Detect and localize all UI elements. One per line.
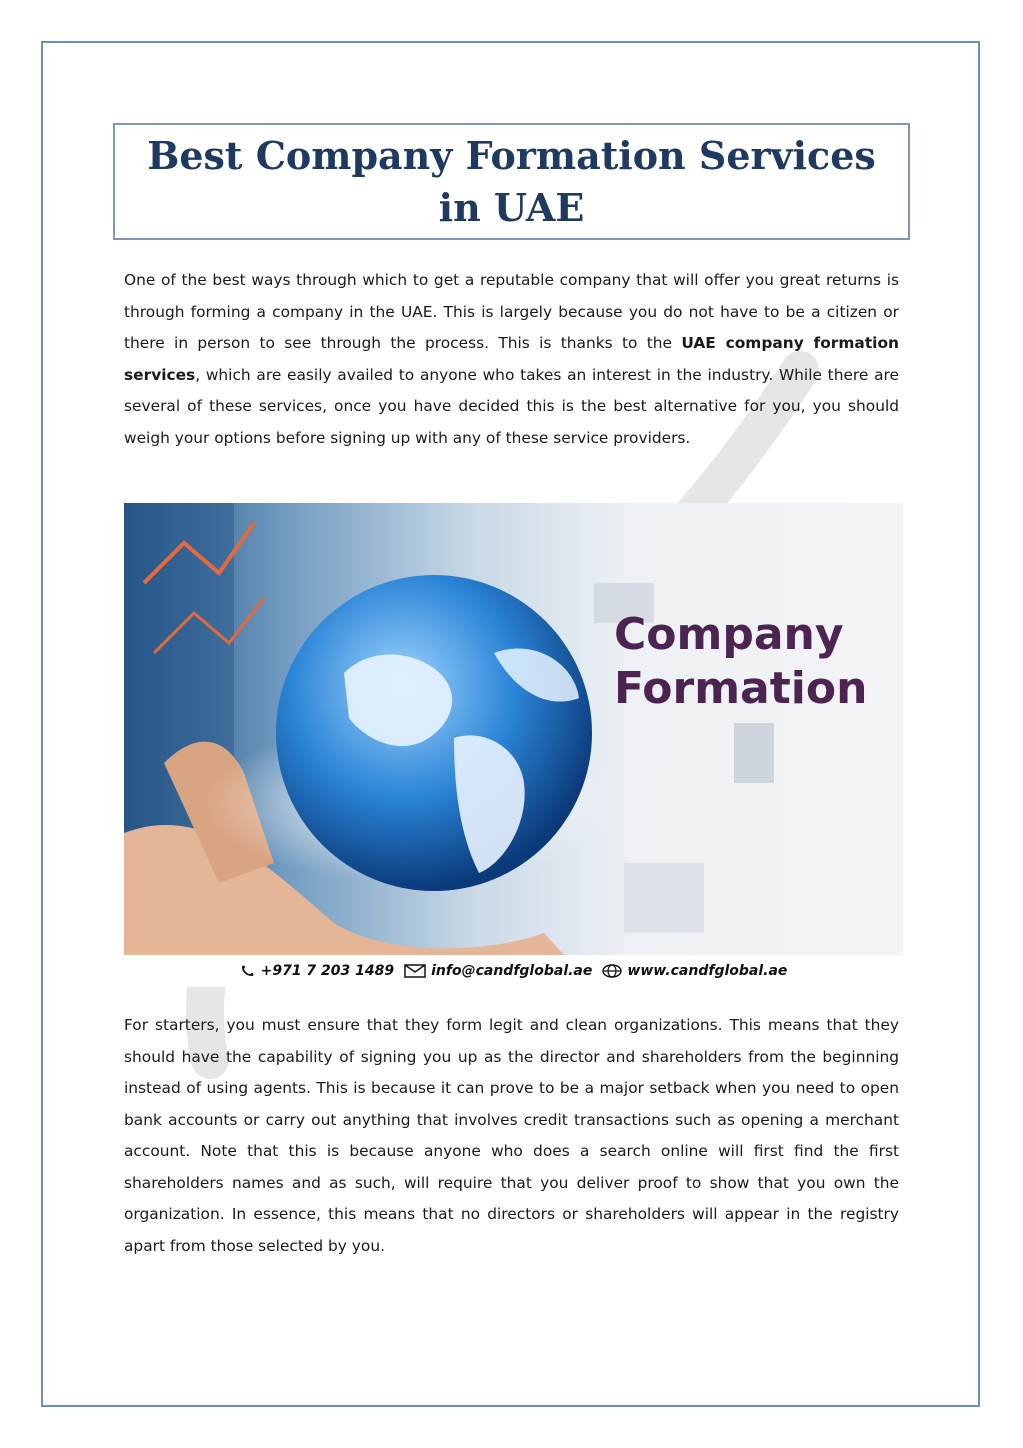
banner-photo <box>124 503 903 955</box>
second-paragraph: For starters, you must ensure that they form legit and clean organizations. This means that they should have the capability of signing you up as the director and shareholders from the beginning instead of using agents. This is because it can prove to be a major setback when you need to open bank accounts or carry out anything that involves credit transactions such as opening a merchant account. Note that this is because anyone who does a search online will first find the first shareholders names and as such, will require that you deliver proof to show that you own the organization. In essence, this means that no directors or shareholders will appear in the registry apart from those selected by you. <box>124 1016 899 1255</box>
title-box <box>113 123 910 240</box>
globe-hand-illustration <box>124 503 903 955</box>
globe-icon <box>602 964 622 978</box>
banner-headline-line1: Company <box>614 609 844 660</box>
company-formation-banner <box>124 503 903 987</box>
phone-number: +971 7 203 1489 <box>260 963 395 979</box>
intro-text-end: , which are easily availed to anyone who takes an interest in the industry. While there are several of these services, once you have decided this is the best alternative for you, you should weigh your options before signing up with any of these service providers. <box>124 365 899 447</box>
intro-text-start: One of the best ways through which to get a reputable company that will offer you great returns is through forming a company in the UAE. This is largely because you do not have to be a citizen or there in person to see through the process. This is thanks to the <box>124 271 899 352</box>
page-title: Best Company Formation Services in UAE <box>147 132 876 230</box>
contact-strip <box>124 955 903 987</box>
contact-phone <box>240 963 395 979</box>
contact-website <box>602 963 787 979</box>
intro-paragraph <box>124 265 899 454</box>
banner-headline-line2: Formation <box>614 663 868 714</box>
email-address: info@candfglobal.ae <box>431 963 593 979</box>
banner-headline <box>614 608 903 716</box>
phone-icon <box>240 964 256 978</box>
website-url: www.candfglobal.ae <box>627 963 788 979</box>
envelope-icon <box>404 964 426 978</box>
bold-keyword: UAE company formation services <box>124 334 899 384</box>
contact-email <box>404 963 592 979</box>
